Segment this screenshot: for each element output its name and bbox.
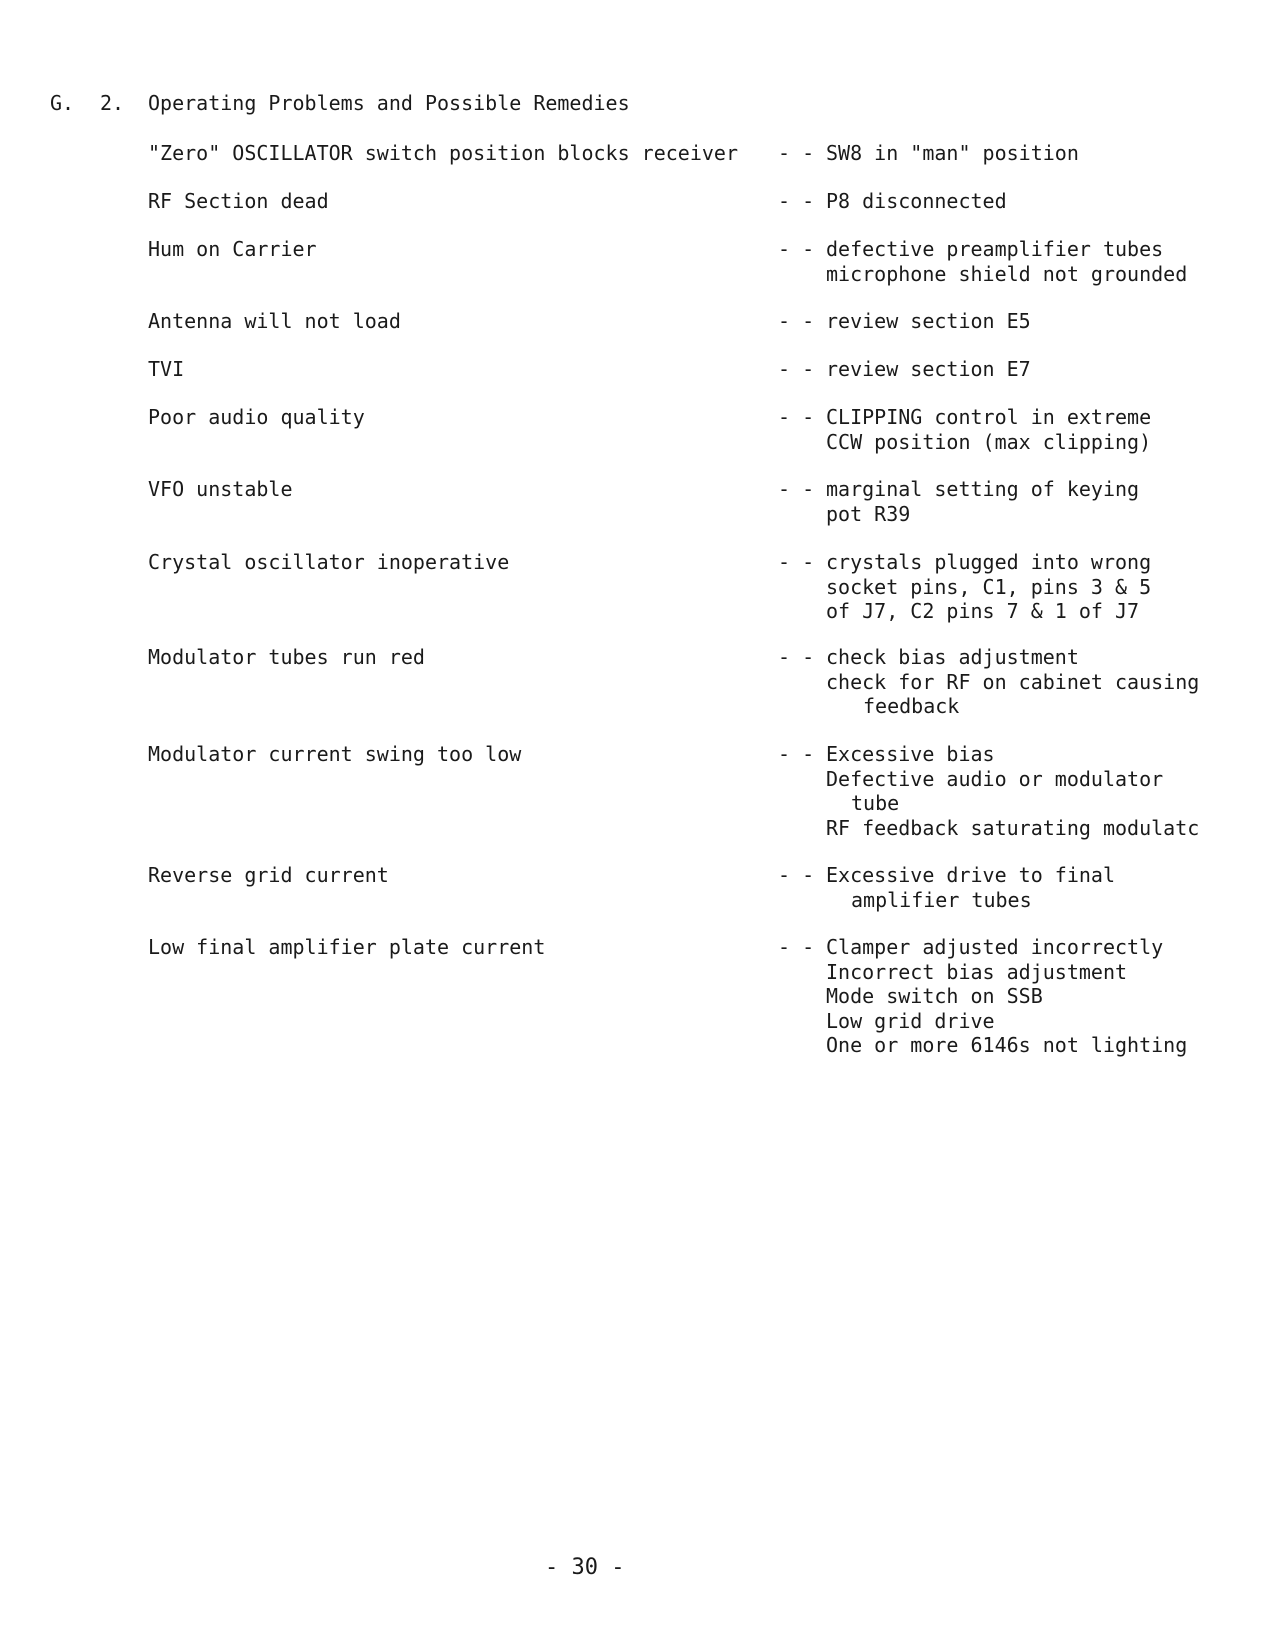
page-number: - 30 - — [545, 1555, 625, 1580]
separator-dashes: - - — [778, 742, 815, 766]
problem-text: "Zero" OSCILLATOR switch position blocks receiver — [148, 141, 739, 165]
separator-dashes: - - — [778, 405, 815, 429]
section-number: 2. — [100, 91, 125, 115]
remedy-line: P8 disconnected — [826, 189, 1007, 213]
remedy-list — [826, 863, 1272, 912]
separator-dashes: - - — [778, 357, 815, 381]
remedy-line: Clamper adjusted incorrectly — [826, 935, 1164, 959]
remedy-line: of J7, C2 pins 7 & 1 of J7 — [826, 599, 1140, 623]
remedy-line: One or more 6146s not lighting — [826, 1033, 1188, 1057]
remedy-list — [826, 357, 1272, 382]
remedy-line: CCW position (max clipping) — [826, 429, 1152, 454]
remedy-line: Excessive drive to final — [826, 863, 1115, 887]
remedy-line: Defective audio or modulator — [826, 766, 1164, 791]
remedy-line: CLIPPING control in extreme — [826, 405, 1152, 429]
separator-dashes: - - — [778, 309, 815, 333]
separator-dashes: - - — [778, 237, 815, 261]
remedy-line: review section E5 — [826, 309, 1031, 333]
remedy-list — [826, 141, 1272, 166]
remedy-line: Incorrect bias adjustment — [826, 959, 1128, 984]
remedy-list — [826, 742, 1272, 840]
separator-dashes: - - — [778, 189, 815, 213]
separator-dashes: - - — [778, 550, 815, 574]
separator-dashes: - - — [778, 935, 815, 959]
separator-dashes: - - — [778, 477, 815, 501]
remedy-line: Mode switch on SSB — [826, 984, 1043, 1008]
remedy-list — [826, 237, 1272, 286]
remedy-list — [826, 189, 1272, 214]
remedy-line: crystals plugged into wrong — [826, 550, 1152, 574]
separator-dashes: - - — [778, 863, 815, 887]
remedy-line: Excessive bias — [826, 742, 995, 766]
section-title: Operating Problems and Possible Remedies — [148, 91, 630, 115]
remedy-line: Low grid drive — [826, 1008, 995, 1033]
remedy-line: pot R39 — [826, 501, 911, 526]
remedy-line: marginal setting of keying — [826, 477, 1140, 501]
remedy-line: microphone shield not grounded — [826, 261, 1188, 286]
remedy-list — [826, 550, 1272, 624]
remedy-line: check bias adjustment — [826, 645, 1079, 669]
problem-text: Reverse grid current — [148, 863, 389, 887]
remedy-line: defective preamplifier tubes — [826, 237, 1164, 261]
problem-text: TVI — [148, 357, 185, 381]
remedy-line: feedback — [863, 694, 960, 718]
remedy-line: socket pins, C1, pins 3 & 5 — [826, 574, 1152, 599]
remedy-list — [826, 477, 1272, 526]
problem-text: Modulator current swing too low — [148, 742, 522, 766]
remedy-line: check for RF on cabinet causing — [826, 669, 1200, 694]
remedy-list — [826, 935, 1272, 1058]
remedy-line: amplifier tubes — [851, 887, 1032, 912]
problem-text: VFO unstable — [148, 477, 293, 501]
separator-dashes: - - — [778, 141, 815, 165]
problem-text: Poor audio quality — [148, 405, 365, 429]
problem-text: Antenna will not load — [148, 309, 401, 333]
problem-text: RF Section dead — [148, 189, 329, 213]
separator-dashes: - - — [778, 645, 815, 669]
problem-text: Modulator tubes run red — [148, 645, 425, 669]
remedy-list — [826, 405, 1272, 454]
problem-text: Hum on Carrier — [148, 237, 317, 261]
remedy-line: RF feedback saturating modulatc — [826, 815, 1200, 840]
section-letter: G. — [50, 91, 75, 115]
problem-text: Low final amplifier plate current — [148, 935, 546, 959]
problem-text: Crystal oscillator inoperative — [148, 550, 510, 574]
remedy-line: SW8 in "man" position — [826, 141, 1079, 165]
remedy-line: tube — [851, 791, 900, 815]
remedy-line: review section E7 — [826, 357, 1031, 381]
remedy-list — [826, 645, 1272, 719]
remedy-list — [826, 309, 1272, 334]
